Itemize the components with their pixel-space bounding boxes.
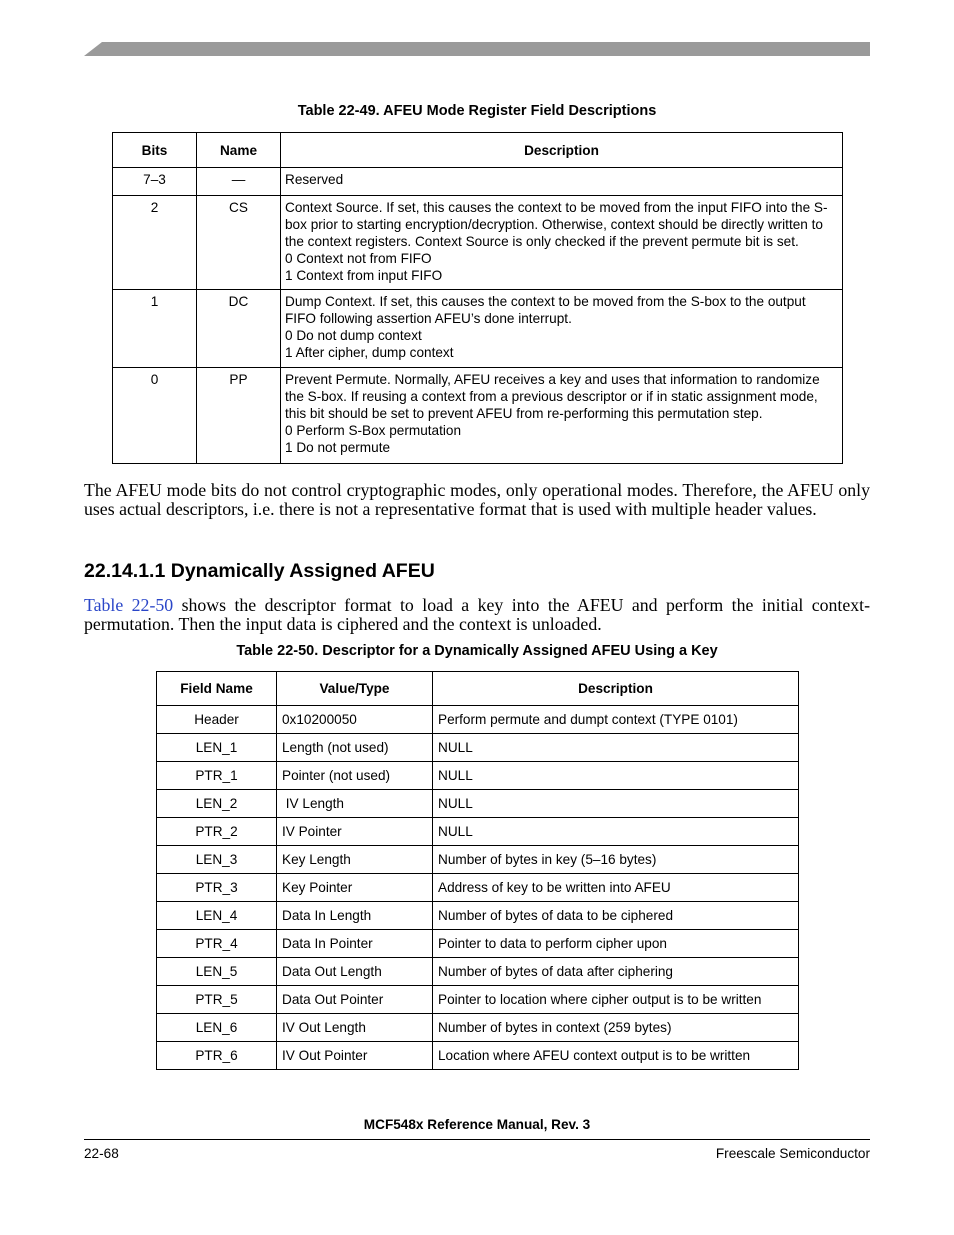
value-type-cell: Length (not used) [277,734,433,762]
column-header: Description [433,672,799,706]
field-name-cell: PTR_4 [157,930,277,958]
description-cell [281,368,843,464]
value-type-cell: Data Out Length [277,958,433,986]
body-paragraph: The AFEU mode bits do not control cryptographic modes, only operational modes. Therefore, the AFEU only uses actual descriptors, i.e. there is not a representative format that is used with multiple header values. [84,480,870,519]
description-option: 1 Context from input FIFO [285,268,443,283]
value-type-cell: Pointer (not used) [277,762,433,790]
name-cell: DC [197,290,281,368]
section-heading: 22.14.1.1 Dynamically Assigned AFEU [84,560,435,582]
table-row [157,734,799,762]
bits-cell: 1 [113,290,197,368]
name-cell: CS [197,196,281,290]
description-cell: Pointer to location where cipher output is to be written [433,986,799,1014]
description-option: 1 After cipher, dump context [285,345,454,360]
value-type-cell: Key Length [277,846,433,874]
bits-cell: 2 [113,196,197,290]
footer-company: Freescale Semiconductor [715,1146,870,1161]
field-name-cell: PTR_5 [157,986,277,1014]
description-cell: Perform permute and dumpt context (TYPE 0101) [433,706,799,734]
afeu-mode-register-table [112,132,843,464]
value-type-cell: Key Pointer [277,874,433,902]
table-row [157,986,799,1014]
description-option: 0 Context not from FIFO [285,251,432,266]
page-number: 22-68 [84,1146,119,1161]
description-cell: Number of bytes in context (259 bytes) [433,1014,799,1042]
field-name-cell: LEN_3 [157,846,277,874]
value-type-cell: IV Pointer [277,818,433,846]
description-option: 0 Perform S-Box permutation [285,423,462,438]
table-row [157,790,799,818]
description-cell: Number of bytes in key (5–16 bytes) [433,846,799,874]
column-header: Value/Type [277,672,433,706]
description-cell: Number of bytes of data after ciphering [433,958,799,986]
value-type-cell: Data In Length [277,902,433,930]
value-type-cell: IV Length [277,790,433,818]
paragraph-text: shows the descriptor format to load a key into the AFEU and perform the initial context-permutation. Then the input data is ciphered and the context is unloaded. [84,595,870,634]
bits-cell: 0 [113,368,197,464]
table-row [157,818,799,846]
table-reference-link[interactable]: Table 22-50 [84,595,174,615]
table-row [157,762,799,790]
description-option: 1 Do not permute [285,440,391,455]
description-cell: NULL [433,734,799,762]
field-name-cell: PTR_3 [157,874,277,902]
table-row [113,168,843,196]
value-type-cell: IV Out Pointer [277,1042,433,1070]
field-name-cell: LEN_2 [157,790,277,818]
description-cell: Pointer to data to perform cipher upon [433,930,799,958]
column-header: Field Name [157,672,277,706]
value-type-cell: IV Out Length [277,1014,433,1042]
table-row [113,196,843,290]
field-name-cell: LEN_6 [157,1014,277,1042]
table1-caption: Table 22-49. AFEU Mode Register Field Descriptions [297,103,657,119]
bits-cell: 7–3 [113,168,197,196]
column-header: Description [281,133,843,168]
description-text: Context Source. If set, this causes the context to be moved from the input FIFO into the S-box prior to starting encryption/decryption. Otherwise, context should be directly written to the context registers. Context Source is only checked if the prevent permute bit is set. [285,200,828,249]
header-bar [84,42,870,56]
table-row [113,368,843,464]
table-header-row [157,672,799,706]
table-row [157,902,799,930]
value-type-cell: Data Out Pointer [277,986,433,1014]
column-header: Name [197,133,281,168]
table-row [157,846,799,874]
description-cell: NULL [433,762,799,790]
description-cell: Address of key to be written into AFEU [433,874,799,902]
body-paragraph [84,596,870,634]
field-name-cell: LEN_5 [157,958,277,986]
table-row [157,706,799,734]
field-name-cell: PTR_2 [157,818,277,846]
column-header: Bits [113,133,197,168]
table-row [157,1042,799,1070]
field-name-cell: LEN_4 [157,902,277,930]
footer-title: MCF548x Reference Manual, Rev. 3 [363,1117,591,1132]
description-text: Prevent Permute. Normally, AFEU receives a key and uses that information to randomize the S-box. If reusing a context from a previous descriptor or if in static assignment mode, this bit should be set to prevent AFEU from re-performing this permutation step. [285,372,820,421]
field-name-cell: Header [157,706,277,734]
field-name-cell: LEN_1 [157,734,277,762]
table2-caption: Table 22-50. Descriptor for a Dynamically Assigned AFEU Using a Key [236,643,718,659]
description-cell: Number of bytes of data to be ciphered [433,902,799,930]
description-cell [281,290,843,368]
name-cell: — [197,168,281,196]
description-cell [281,196,843,290]
description-option: 0 Do not dump context [285,328,422,343]
description-cell [281,168,843,196]
value-type-cell: Data In Pointer [277,930,433,958]
footer-divider [84,1139,870,1140]
table-row [157,874,799,902]
description-text: Dump Context. If set, this causes the context to be moved from the S-box to the output FIFO following assertion AFEU’s done interrupt. [285,294,806,326]
afeu-descriptor-table [156,671,799,1070]
description-cell: Location where AFEU context output is to be written [433,1042,799,1070]
table-row [157,958,799,986]
field-name-cell: PTR_1 [157,762,277,790]
table-row [113,290,843,368]
description-cell: NULL [433,818,799,846]
name-cell: PP [197,368,281,464]
table-header-row [113,133,843,168]
description-text: Reserved [285,172,344,187]
field-name-cell: PTR_6 [157,1042,277,1070]
value-type-cell: 0x10200050 [277,706,433,734]
table-row [157,1014,799,1042]
description-cell: NULL [433,790,799,818]
table-row [157,930,799,958]
